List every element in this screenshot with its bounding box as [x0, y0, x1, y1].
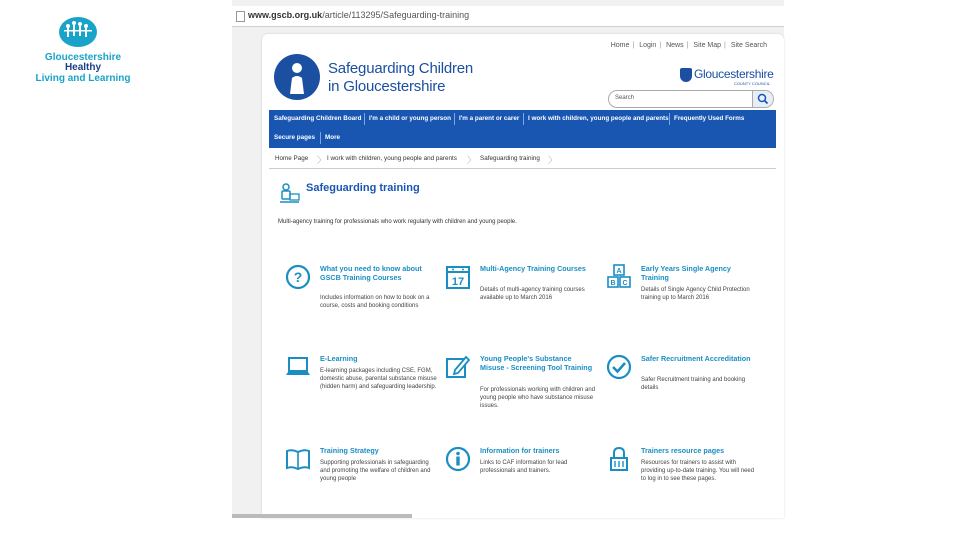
top-link-site-map[interactable]: Site Map	[693, 42, 722, 49]
card-substance-misuse[interactable]	[445, 354, 605, 434]
people-cloud-icon	[58, 14, 98, 48]
card-description: For professionals working with children and young people who have substance misuse issues.	[480, 387, 596, 409]
question-icon	[285, 264, 311, 290]
top-link-login[interactable]: Login	[639, 42, 657, 49]
checkmark-icon	[606, 354, 632, 380]
calendar-icon	[445, 264, 471, 290]
crest-icon	[680, 68, 692, 82]
breadcrumb	[269, 152, 776, 166]
corner-logo-line1: Gloucestershire	[44, 52, 122, 63]
top-link-home[interactable]: Home	[610, 42, 630, 49]
page-icon	[236, 11, 245, 22]
breadcrumb-separator-icon: 〉	[467, 155, 477, 165]
nav-item-secure-pages[interactable]: Secure pages	[274, 134, 315, 141]
card-description: E-learning packages including CSE, FGM, domestic abuse, parental substance misuse (hidden harm) and safeguarding leadership.	[320, 368, 437, 390]
card-title[interactable]: Training Strategy	[320, 446, 379, 455]
card-multi-agency-courses[interactable]	[445, 264, 605, 344]
svg-text:?: ?	[293, 269, 303, 285]
search-icon	[753, 91, 773, 107]
card-e-learning[interactable]	[285, 354, 445, 434]
book-icon	[285, 446, 311, 472]
search-button[interactable]	[752, 91, 773, 107]
info-icon	[445, 446, 471, 472]
council-name: Gloucestershire	[694, 67, 774, 81]
svg-text:C: C	[622, 280, 628, 287]
card-description: Details of Single Agency Child Protection training up to March 2016	[641, 287, 750, 301]
horizontal-scrollbar[interactable]	[232, 514, 412, 518]
card-title[interactable]: Multi-Agency Training Courses	[480, 264, 586, 273]
card-safer-recruitment[interactable]	[606, 354, 766, 434]
council-sub: COUNTY COUNCIL	[734, 81, 770, 86]
laptop-icon	[285, 354, 311, 380]
edit-icon	[445, 354, 471, 380]
card-description: Links to CAF information for lead professionals and trainers.	[480, 460, 568, 474]
card-early-years-training[interactable]	[606, 264, 766, 344]
breadcrumb-separator-icon: 〉	[548, 155, 558, 165]
nav-item-more[interactable]: More	[325, 134, 341, 141]
address-bar[interactable]	[232, 6, 784, 27]
breadcrumb-work-with-children[interactable]: I work with children, young people and parents	[327, 155, 457, 162]
corner-logo-line3: Living and Learning	[35, 73, 131, 84]
lock-icon	[606, 446, 632, 472]
calendar-number: 17	[451, 276, 465, 288]
nav-item-child-young-person[interactable]: I'm a child or young person	[369, 115, 451, 122]
card-information-for-trainers[interactable]	[445, 446, 605, 526]
card-title[interactable]: Information for trainers	[480, 446, 560, 455]
nav-item-frequently-used-forms[interactable]: Frequently Used Forms	[674, 115, 745, 122]
nav-item-safeguarding-board[interactable]: Safeguarding Children Board	[274, 115, 362, 122]
url-text[interactable]	[248, 10, 469, 20]
breadcrumb-separator-icon: 〉	[317, 155, 327, 165]
top-links: Home | Login | News | Site Map | Site Search	[608, 42, 770, 49]
url-domain: www.gscb.org.uk	[248, 10, 323, 20]
top-link-news[interactable]: News	[666, 42, 684, 49]
card-title[interactable]: Early Years Single Agency Training	[641, 264, 731, 282]
card-description: Supporting professionals in safeguarding and promoting the welfare of children and young people	[320, 460, 431, 482]
breadcrumb-home[interactable]: Home Page	[275, 155, 309, 162]
training-person-icon	[278, 182, 300, 204]
healthy-living-logo	[28, 14, 138, 86]
card-description: Safer Recruitment training and booking details	[641, 377, 746, 391]
card-description: Includes information on how to book on a course, costs and booking conditions	[320, 295, 430, 309]
search-field[interactable]	[608, 90, 774, 108]
card-title[interactable]: Trainers resource pages	[641, 446, 725, 455]
abc-blocks-icon	[606, 264, 632, 290]
website-page	[262, 34, 784, 518]
card-title[interactable]: Safer Recruitment Accreditation	[641, 354, 751, 363]
card-gscb-courses-info[interactable]	[285, 264, 445, 344]
intro-text: Multi-agency training for professionals who work regularly with children and young people.	[278, 219, 517, 225]
corner-logo-line2: Healthy	[64, 62, 102, 73]
main-navigation	[269, 110, 776, 148]
svg-text:B: B	[610, 280, 616, 287]
site-title-line1[interactable]: Safeguarding Children	[328, 60, 474, 77]
top-link-site-search[interactable]: Site Search	[730, 42, 767, 49]
svg-text:A: A	[616, 268, 622, 275]
gscb-logo-icon[interactable]	[274, 54, 320, 100]
page-title: Safeguarding training	[306, 182, 420, 194]
card-title[interactable]: E-Learning	[320, 354, 358, 363]
nav-item-work-with-children[interactable]: I work with children, young people and parents	[528, 115, 669, 122]
site-title-line2[interactable]: in Gloucestershire	[328, 78, 446, 95]
search-placeholder: Search	[615, 95, 635, 101]
card-description: Details of multi-agency training courses available up to March 2016	[480, 287, 585, 301]
card-trainers-resource-pages[interactable]	[606, 446, 766, 526]
breadcrumb-current: Safeguarding training	[480, 155, 540, 162]
card-description: Resources for trainers to assist with providing up-to-date training. You will need to log in to see these pages.	[641, 460, 755, 482]
card-title[interactable]: Young People's Substance Misuse - Screening Tool Training	[480, 354, 593, 372]
url-path: /article/113295/Safeguarding-training	[322, 10, 470, 20]
card-title[interactable]: What you need to know about GSCB Training Courses	[320, 264, 422, 282]
nav-item-parent-carer[interactable]: I'm a parent or carer	[459, 115, 520, 122]
